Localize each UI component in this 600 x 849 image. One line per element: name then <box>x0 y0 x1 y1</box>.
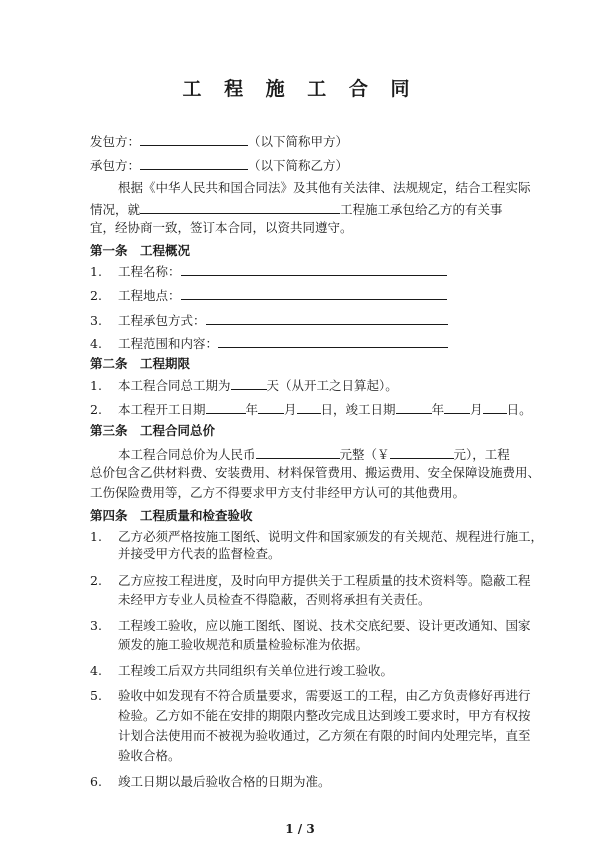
intro-line-2: 情况，就 工程施工承包给乙方的有关事 <box>90 202 503 217</box>
start-year-field[interactable] <box>206 400 246 414</box>
party-a-blank[interactable] <box>140 132 248 146</box>
art4-item-4: 4. 工程竣工后双方共同组织有关单位进行竣工验收。 <box>90 663 394 678</box>
contract-method-field[interactable] <box>206 311 448 325</box>
art4-item-2: 2. 乙方应按工程进度，及时向甲方提供关于工程质量的技术资料等。隐蔽工程 <box>90 573 531 588</box>
intro-line-3: 宜，经协商一致，签订本合同，以资共同遵守。 <box>90 220 353 235</box>
art4-item-2-cont: 未经甲方专业人员检查不得隐蔽，否则将承担有关责任。 <box>118 592 431 607</box>
document-title: 工 程 施 工 合 同 <box>182 78 418 100</box>
page-number: 1 / 3 <box>285 822 315 836</box>
art1-item-4: 4. 工程范围和内容： <box>90 334 448 352</box>
art4-item-5: 5. 验收中如发现有不符合质量要求，需要返工的工程，由乙方负责修好再进行 <box>90 688 531 703</box>
art4-item-5-cont-3: 验收合格。 <box>118 748 181 763</box>
start-day-field[interactable] <box>297 400 321 414</box>
article-2-heading: 第二条 工程期限 <box>90 356 191 371</box>
article-4-heading: 第四条 工程质量和检查验收 <box>90 508 253 523</box>
party-b-suffix: （以下简称乙方） <box>248 158 349 173</box>
party-b-blank[interactable] <box>140 156 248 170</box>
total-price-amount-field[interactable] <box>390 445 454 459</box>
end-month-field[interactable] <box>444 400 470 414</box>
art2-item-1: 1. 本工程合同总工期为 天（从开工之日算起）。 <box>90 378 398 393</box>
art3-line-2: 总价包含乙供材料费、安装费用、材料保管费用、搬运费用、安全保障设施费用、 <box>90 465 541 480</box>
total-price-words-field[interactable] <box>256 445 340 459</box>
project-scope-field[interactable] <box>218 334 448 348</box>
art4-item-5-cont-2: 计划合法使用而不被视为验收通过，乙方须在有限的时间内处理完毕，直至 <box>118 728 531 743</box>
start-month-field[interactable] <box>258 400 284 414</box>
article-1-heading: 第一条 工程概况 <box>90 243 191 258</box>
party-a-label: 发包方： <box>90 134 141 149</box>
art3-line-1: 本工程合同总价为人民币 元整（￥ 元），工程 <box>118 447 510 462</box>
art4-item-3: 3. 工程竣工验收，应以施工图纸、图说、技术交底纪要、设计更改通知、国家 <box>90 618 531 633</box>
project-name-blank[interactable] <box>140 200 340 214</box>
project-name-field[interactable] <box>181 262 447 276</box>
art4-item-3-cont: 颁发的施工验收规范和质量检验标准为依据。 <box>118 637 369 652</box>
intro-line-1: 根据《中华人民共和国合同法》及其他有关法律、法规规定，结合工程实际 <box>118 180 531 195</box>
duration-days-field[interactable] <box>231 376 267 390</box>
party-b-label: 承包方： <box>90 158 141 173</box>
party-b-line <box>90 156 348 174</box>
art2-item-2: 2. 本工程开工日期 年 月 日，竣工日期 年 月 日。 <box>90 402 532 417</box>
art4-item-1-cont: 并接受甲方代表的监督检查。 <box>118 546 281 561</box>
party-a-suffix: （以下简称甲方） <box>248 134 349 149</box>
art1-item-2: 2. 工程地点： <box>90 286 447 304</box>
art1-item-1: 1. 工程名称： <box>90 262 447 280</box>
art4-item-5-cont-1: 检验。乙方如不能在安排的期限内整改完成且达到竣工要求时，甲方有权按 <box>118 708 531 723</box>
party-a-line <box>90 132 348 150</box>
end-day-field[interactable] <box>483 400 507 414</box>
art3-line-3: 工伤保险费用等，乙方不得要求甲方支付非经甲方认可的其他费用。 <box>90 485 466 500</box>
art4-item-1: 1. 乙方必须严格按施工图纸、说明文件和国家颁发的有关规范、规程进行施工， <box>90 529 544 544</box>
art1-item-3: 3. 工程承包方式： <box>90 311 448 329</box>
article-3-heading: 第三条 工程合同总价 <box>90 423 216 438</box>
project-location-field[interactable] <box>181 286 447 300</box>
end-year-field[interactable] <box>396 400 432 414</box>
art4-item-6: 6. 竣工日期以最后验收合格的日期为准。 <box>90 774 331 789</box>
